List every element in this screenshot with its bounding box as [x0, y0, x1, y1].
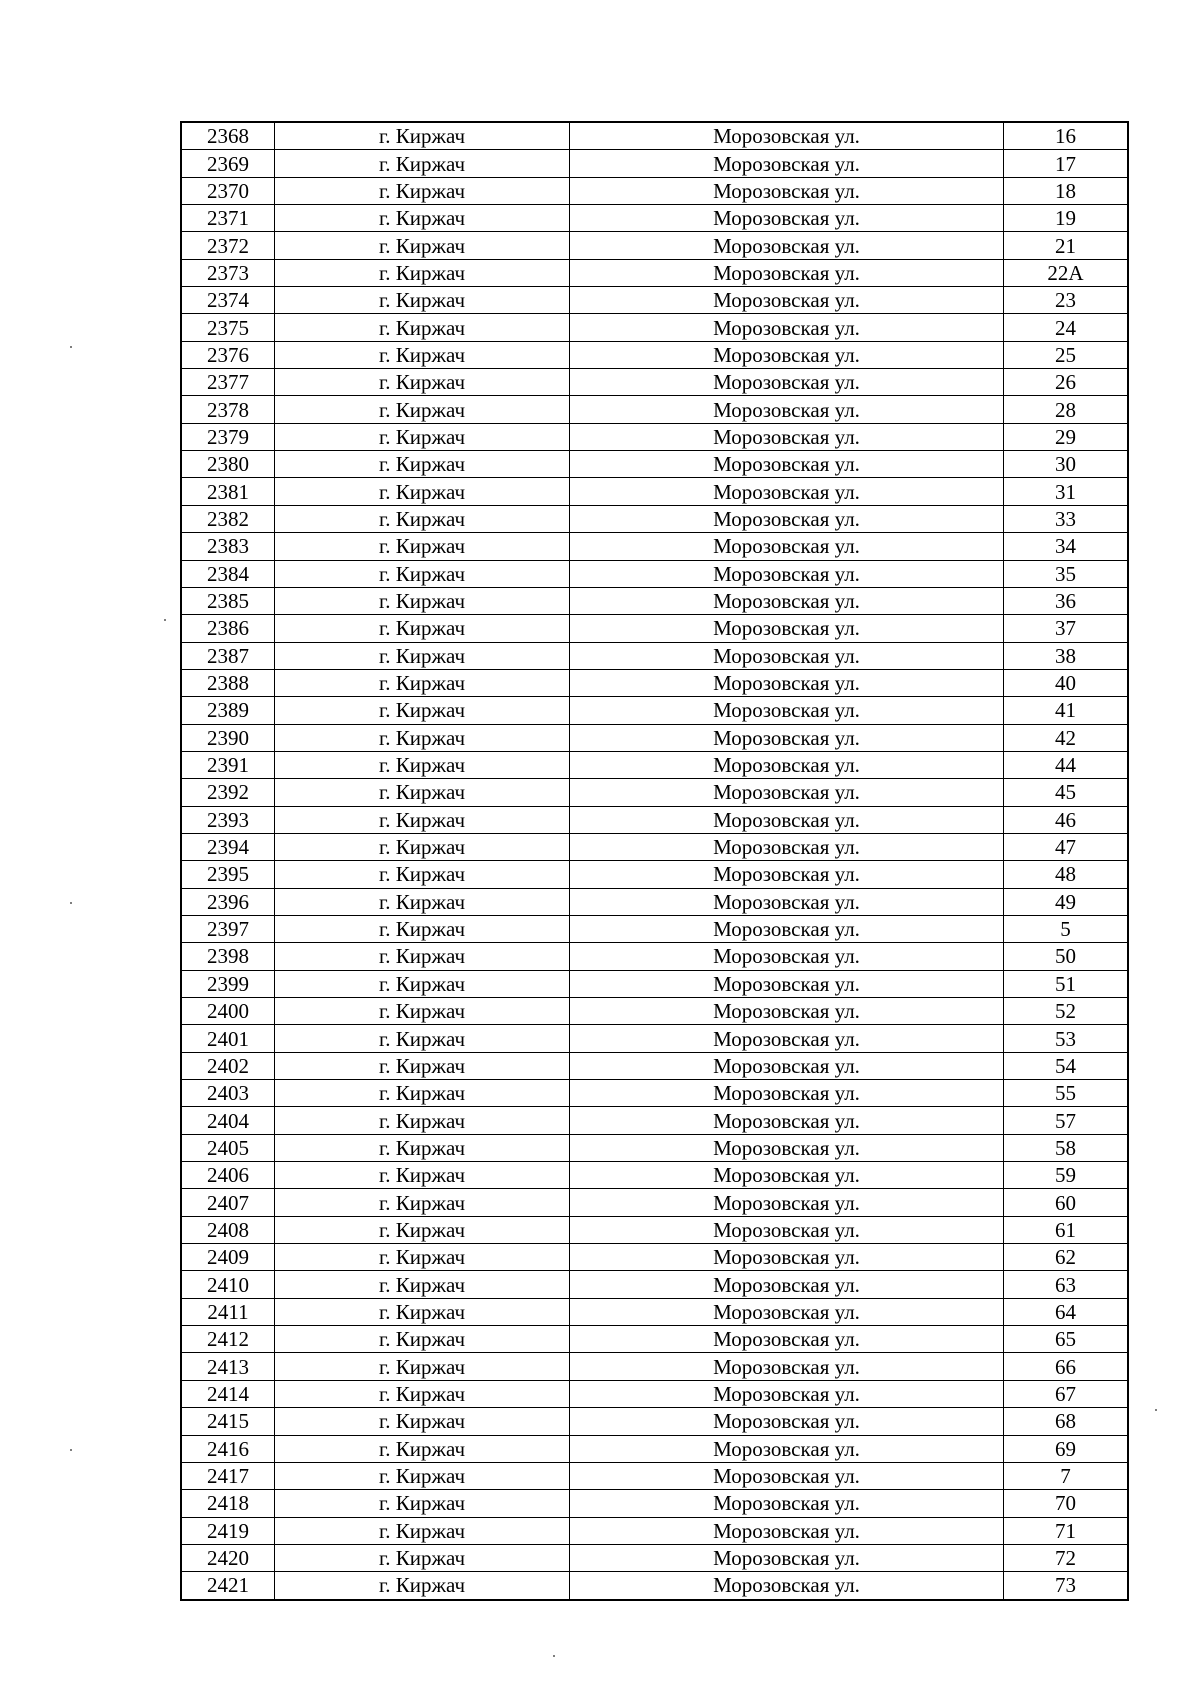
city-cell: г. Киржач — [275, 970, 570, 997]
street-cell: Морозовская ул. — [570, 806, 1004, 833]
city-cell: г. Киржач — [275, 1408, 570, 1435]
scan-speck — [70, 346, 72, 348]
house-number-cell: 63 — [1004, 1271, 1129, 1298]
table-row — [181, 451, 1128, 478]
table-row — [181, 1462, 1128, 1489]
street-cell: Морозовская ул. — [570, 751, 1004, 778]
city-cell: г. Киржач — [275, 1380, 570, 1407]
table-row — [181, 1490, 1128, 1517]
house-number-cell: 64 — [1004, 1298, 1129, 1325]
street-cell: Морозовская ул. — [570, 1298, 1004, 1325]
street-cell: Морозовская ул. — [570, 915, 1004, 942]
street-cell: Морозовская ул. — [570, 1216, 1004, 1243]
table-row — [181, 287, 1128, 314]
row-number-cell: 2392 — [181, 779, 275, 806]
row-number-cell: 2369 — [181, 150, 275, 177]
row-number-cell: 2404 — [181, 1107, 275, 1134]
house-number-cell: 33 — [1004, 505, 1129, 532]
house-number-cell: 59 — [1004, 1162, 1129, 1189]
house-number-cell: 67 — [1004, 1380, 1129, 1407]
street-cell: Морозовская ул. — [570, 369, 1004, 396]
table-row — [181, 669, 1128, 696]
house-number-cell: 65 — [1004, 1326, 1129, 1353]
house-number-cell: 70 — [1004, 1490, 1129, 1517]
row-number-cell: 2373 — [181, 259, 275, 286]
table-row — [181, 1216, 1128, 1243]
row-number-cell: 2380 — [181, 451, 275, 478]
row-number-cell: 2378 — [181, 396, 275, 423]
street-cell: Морозовская ул. — [570, 205, 1004, 232]
table-row — [181, 615, 1128, 642]
street-cell: Морозовская ул. — [570, 478, 1004, 505]
row-number-cell: 2384 — [181, 560, 275, 587]
street-cell: Морозовская ул. — [570, 451, 1004, 478]
table-row — [181, 587, 1128, 614]
scan-speck — [70, 902, 72, 904]
table-row — [181, 1572, 1128, 1600]
street-cell: Морозовская ул. — [570, 1517, 1004, 1544]
street-cell: Морозовская ул. — [570, 998, 1004, 1025]
table-row — [181, 1025, 1128, 1052]
city-cell: г. Киржач — [275, 259, 570, 286]
table-row — [181, 1380, 1128, 1407]
table-row — [181, 1408, 1128, 1435]
table-row — [181, 505, 1128, 532]
table-row — [181, 1107, 1128, 1134]
street-cell: Морозовская ул. — [570, 861, 1004, 888]
house-number-cell: 21 — [1004, 232, 1129, 259]
scan-speck — [1155, 1409, 1157, 1411]
scan-speck — [70, 1449, 72, 1451]
row-number-cell: 2405 — [181, 1134, 275, 1161]
row-number-cell: 2412 — [181, 1326, 275, 1353]
street-cell: Морозовская ул. — [570, 505, 1004, 532]
city-cell: г. Киржач — [275, 287, 570, 314]
street-cell: Морозовская ул. — [570, 1353, 1004, 1380]
city-cell: г. Киржач — [275, 943, 570, 970]
house-number-cell: 42 — [1004, 724, 1129, 751]
street-cell: Морозовская ул. — [570, 177, 1004, 204]
row-number-cell: 2374 — [181, 287, 275, 314]
row-number-cell: 2409 — [181, 1244, 275, 1271]
house-number-cell: 24 — [1004, 314, 1129, 341]
house-number-cell: 36 — [1004, 587, 1129, 614]
table-row — [181, 423, 1128, 450]
street-cell: Морозовская ул. — [570, 943, 1004, 970]
city-cell: г. Киржач — [275, 1298, 570, 1325]
table-row — [181, 341, 1128, 368]
street-cell: Морозовская ул. — [570, 259, 1004, 286]
table-row — [181, 205, 1128, 232]
address-table-body — [181, 122, 1128, 1600]
house-number-cell: 30 — [1004, 451, 1129, 478]
row-number-cell: 2375 — [181, 314, 275, 341]
table-row — [181, 259, 1128, 286]
street-cell: Морозовская ул. — [570, 642, 1004, 669]
row-number-cell: 2402 — [181, 1052, 275, 1079]
table-row — [181, 1353, 1128, 1380]
table-row — [181, 177, 1128, 204]
house-number-cell: 37 — [1004, 615, 1129, 642]
row-number-cell: 2382 — [181, 505, 275, 532]
street-cell: Морозовская ул. — [570, 587, 1004, 614]
row-number-cell: 2401 — [181, 1025, 275, 1052]
street-cell: Морозовская ул. — [570, 888, 1004, 915]
city-cell: г. Киржач — [275, 1490, 570, 1517]
house-number-cell: 46 — [1004, 806, 1129, 833]
table-row — [181, 998, 1128, 1025]
city-cell: г. Киржач — [275, 1025, 570, 1052]
row-number-cell: 2408 — [181, 1216, 275, 1243]
street-cell: Морозовская ул. — [570, 615, 1004, 642]
street-cell: Морозовская ул. — [570, 669, 1004, 696]
row-number-cell: 2419 — [181, 1517, 275, 1544]
house-number-cell: 58 — [1004, 1134, 1129, 1161]
house-number-cell: 48 — [1004, 861, 1129, 888]
city-cell: г. Киржач — [275, 341, 570, 368]
row-number-cell: 2414 — [181, 1380, 275, 1407]
city-cell: г. Киржач — [275, 1326, 570, 1353]
city-cell: г. Киржач — [275, 724, 570, 751]
street-cell: Морозовская ул. — [570, 724, 1004, 751]
address-table — [180, 121, 1129, 1601]
street-cell: Морозовская ул. — [570, 1134, 1004, 1161]
house-number-cell: 38 — [1004, 642, 1129, 669]
table-row — [181, 533, 1128, 560]
house-number-cell: 53 — [1004, 1025, 1129, 1052]
city-cell: г. Киржач — [275, 314, 570, 341]
row-number-cell: 2386 — [181, 615, 275, 642]
table-row — [181, 833, 1128, 860]
house-number-cell: 26 — [1004, 369, 1129, 396]
street-cell: Морозовская ул. — [570, 1052, 1004, 1079]
house-number-cell: 57 — [1004, 1107, 1129, 1134]
row-number-cell: 2417 — [181, 1462, 275, 1489]
house-number-cell: 60 — [1004, 1189, 1129, 1216]
street-cell: Морозовская ул. — [570, 779, 1004, 806]
city-cell: г. Киржач — [275, 232, 570, 259]
table-row — [181, 478, 1128, 505]
table-row — [181, 915, 1128, 942]
table-row — [181, 970, 1128, 997]
row-number-cell: 2397 — [181, 915, 275, 942]
table-row — [181, 724, 1128, 751]
city-cell: г. Киржач — [275, 478, 570, 505]
city-cell: г. Киржач — [275, 533, 570, 560]
city-cell: г. Киржач — [275, 560, 570, 587]
street-cell: Морозовская ул. — [570, 341, 1004, 368]
street-cell: Морозовская ул. — [570, 970, 1004, 997]
house-number-cell: 45 — [1004, 779, 1129, 806]
house-number-cell: 25 — [1004, 341, 1129, 368]
row-number-cell: 2372 — [181, 232, 275, 259]
street-cell: Морозовская ул. — [570, 396, 1004, 423]
row-number-cell: 2385 — [181, 587, 275, 614]
street-cell: Морозовская ул. — [570, 287, 1004, 314]
street-cell: Морозовская ул. — [570, 1462, 1004, 1489]
row-number-cell: 2415 — [181, 1408, 275, 1435]
street-cell: Морозовская ул. — [570, 1326, 1004, 1353]
house-number-cell: 44 — [1004, 751, 1129, 778]
house-number-cell: 72 — [1004, 1544, 1129, 1571]
house-number-cell: 17 — [1004, 150, 1129, 177]
table-row — [181, 642, 1128, 669]
row-number-cell: 2377 — [181, 369, 275, 396]
house-number-cell: 55 — [1004, 1080, 1129, 1107]
house-number-cell: 54 — [1004, 1052, 1129, 1079]
city-cell: г. Киржач — [275, 1572, 570, 1600]
row-number-cell: 2379 — [181, 423, 275, 450]
city-cell: г. Киржач — [275, 396, 570, 423]
table-row — [181, 779, 1128, 806]
house-number-cell: 68 — [1004, 1408, 1129, 1435]
street-cell: Морозовская ул. — [570, 833, 1004, 860]
city-cell: г. Киржач — [275, 915, 570, 942]
city-cell: г. Киржач — [275, 587, 570, 614]
table-row — [181, 888, 1128, 915]
street-cell: Морозовская ул. — [570, 1572, 1004, 1600]
street-cell: Морозовская ул. — [570, 1435, 1004, 1462]
row-number-cell: 2413 — [181, 1353, 275, 1380]
table-row — [181, 751, 1128, 778]
row-number-cell: 2387 — [181, 642, 275, 669]
row-number-cell: 2420 — [181, 1544, 275, 1571]
table-row — [181, 396, 1128, 423]
house-number-cell: 49 — [1004, 888, 1129, 915]
house-number-cell: 69 — [1004, 1435, 1129, 1462]
city-cell: г. Киржач — [275, 998, 570, 1025]
house-number-cell: 66 — [1004, 1353, 1129, 1380]
row-number-cell: 2388 — [181, 669, 275, 696]
street-cell: Морозовская ул. — [570, 1271, 1004, 1298]
row-number-cell: 2391 — [181, 751, 275, 778]
street-cell: Морозовская ул. — [570, 560, 1004, 587]
row-number-cell: 2396 — [181, 888, 275, 915]
table-row — [181, 806, 1128, 833]
city-cell: г. Киржач — [275, 1216, 570, 1243]
city-cell: г. Киржач — [275, 1435, 570, 1462]
table-row — [181, 1517, 1128, 1544]
house-number-cell: 5 — [1004, 915, 1129, 942]
house-number-cell: 73 — [1004, 1572, 1129, 1600]
house-number-cell: 16 — [1004, 122, 1129, 150]
row-number-cell: 2411 — [181, 1298, 275, 1325]
row-number-cell: 2407 — [181, 1189, 275, 1216]
street-cell: Морозовская ул. — [570, 1244, 1004, 1271]
street-cell: Морозовская ул. — [570, 1162, 1004, 1189]
city-cell: г. Киржач — [275, 861, 570, 888]
table-row — [181, 1189, 1128, 1216]
table-row — [181, 232, 1128, 259]
city-cell: г. Киржач — [275, 888, 570, 915]
street-cell: Морозовская ул. — [570, 1025, 1004, 1052]
row-number-cell: 2398 — [181, 943, 275, 970]
table-row — [181, 1134, 1128, 1161]
city-cell: г. Киржач — [275, 423, 570, 450]
row-number-cell: 2371 — [181, 205, 275, 232]
house-number-cell: 61 — [1004, 1216, 1129, 1243]
street-cell: Морозовская ул. — [570, 423, 1004, 450]
city-cell: г. Киржач — [275, 505, 570, 532]
city-cell: г. Киржач — [275, 1353, 570, 1380]
city-cell: г. Киржач — [275, 1517, 570, 1544]
city-cell: г. Киржач — [275, 833, 570, 860]
table-row — [181, 369, 1128, 396]
scan-speck — [553, 1655, 555, 1657]
street-cell: Морозовская ул. — [570, 1490, 1004, 1517]
street-cell: Морозовская ул. — [570, 1544, 1004, 1571]
table-row — [181, 1544, 1128, 1571]
table-row — [181, 1080, 1128, 1107]
city-cell: г. Киржач — [275, 122, 570, 150]
table-row — [181, 150, 1128, 177]
city-cell: г. Киржач — [275, 451, 570, 478]
house-number-cell: 22А — [1004, 259, 1129, 286]
house-number-cell: 52 — [1004, 998, 1129, 1025]
row-number-cell: 2406 — [181, 1162, 275, 1189]
street-cell: Морозовская ул. — [570, 1080, 1004, 1107]
house-number-cell: 31 — [1004, 478, 1129, 505]
row-number-cell: 2403 — [181, 1080, 275, 1107]
street-cell: Морозовская ул. — [570, 314, 1004, 341]
table-row — [181, 314, 1128, 341]
city-cell: г. Киржач — [275, 806, 570, 833]
city-cell: г. Киржач — [275, 1107, 570, 1134]
house-number-cell: 50 — [1004, 943, 1129, 970]
house-number-cell: 29 — [1004, 423, 1129, 450]
house-number-cell: 34 — [1004, 533, 1129, 560]
house-number-cell: 23 — [1004, 287, 1129, 314]
row-number-cell: 2418 — [181, 1490, 275, 1517]
house-number-cell: 35 — [1004, 560, 1129, 587]
row-number-cell: 2370 — [181, 177, 275, 204]
house-number-cell: 41 — [1004, 697, 1129, 724]
row-number-cell: 2383 — [181, 533, 275, 560]
table-row — [181, 1052, 1128, 1079]
row-number-cell: 2400 — [181, 998, 275, 1025]
scan-speck — [164, 619, 166, 621]
street-cell: Морозовская ул. — [570, 1189, 1004, 1216]
row-number-cell: 2381 — [181, 478, 275, 505]
row-number-cell: 2421 — [181, 1572, 275, 1600]
table-row — [181, 697, 1128, 724]
city-cell: г. Киржач — [275, 177, 570, 204]
row-number-cell: 2394 — [181, 833, 275, 860]
house-number-cell: 71 — [1004, 1517, 1129, 1544]
street-cell: Морозовская ул. — [570, 1107, 1004, 1134]
city-cell: г. Киржач — [275, 1052, 570, 1079]
city-cell: г. Киржач — [275, 205, 570, 232]
house-number-cell: 47 — [1004, 833, 1129, 860]
house-number-cell: 40 — [1004, 669, 1129, 696]
house-number-cell: 7 — [1004, 1462, 1129, 1489]
house-number-cell: 62 — [1004, 1244, 1129, 1271]
city-cell: г. Киржач — [275, 642, 570, 669]
city-cell: г. Киржач — [275, 1271, 570, 1298]
city-cell: г. Киржач — [275, 779, 570, 806]
city-cell: г. Киржач — [275, 150, 570, 177]
row-number-cell: 2393 — [181, 806, 275, 833]
table-row — [181, 943, 1128, 970]
row-number-cell: 2416 — [181, 1435, 275, 1462]
house-number-cell: 18 — [1004, 177, 1129, 204]
table-row — [181, 1435, 1128, 1462]
table-row — [181, 1244, 1128, 1271]
table-row — [181, 122, 1128, 150]
row-number-cell: 2410 — [181, 1271, 275, 1298]
table-row — [181, 1271, 1128, 1298]
house-number-cell: 19 — [1004, 205, 1129, 232]
street-cell: Морозовская ул. — [570, 150, 1004, 177]
table-row — [181, 1162, 1128, 1189]
table-row — [181, 560, 1128, 587]
street-cell: Морозовская ул. — [570, 1408, 1004, 1435]
row-number-cell: 2395 — [181, 861, 275, 888]
row-number-cell: 2376 — [181, 341, 275, 368]
street-cell: Морозовская ул. — [570, 232, 1004, 259]
city-cell: г. Киржач — [275, 615, 570, 642]
street-cell: Морозовская ул. — [570, 533, 1004, 560]
row-number-cell: 2399 — [181, 970, 275, 997]
table-row — [181, 861, 1128, 888]
city-cell: г. Киржач — [275, 669, 570, 696]
city-cell: г. Киржач — [275, 369, 570, 396]
row-number-cell: 2368 — [181, 122, 275, 150]
house-number-cell: 28 — [1004, 396, 1129, 423]
city-cell: г. Киржач — [275, 1162, 570, 1189]
city-cell: г. Киржач — [275, 1189, 570, 1216]
row-number-cell: 2389 — [181, 697, 275, 724]
city-cell: г. Киржач — [275, 1244, 570, 1271]
city-cell: г. Киржач — [275, 1134, 570, 1161]
city-cell: г. Киржач — [275, 697, 570, 724]
row-number-cell: 2390 — [181, 724, 275, 751]
house-number-cell: 51 — [1004, 970, 1129, 997]
city-cell: г. Киржач — [275, 1080, 570, 1107]
city-cell: г. Киржач — [275, 1462, 570, 1489]
table-row — [181, 1326, 1128, 1353]
city-cell: г. Киржач — [275, 751, 570, 778]
street-cell: Морозовская ул. — [570, 122, 1004, 150]
city-cell: г. Киржач — [275, 1544, 570, 1571]
street-cell: Морозовская ул. — [570, 697, 1004, 724]
table-row — [181, 1298, 1128, 1325]
street-cell: Морозовская ул. — [570, 1380, 1004, 1407]
